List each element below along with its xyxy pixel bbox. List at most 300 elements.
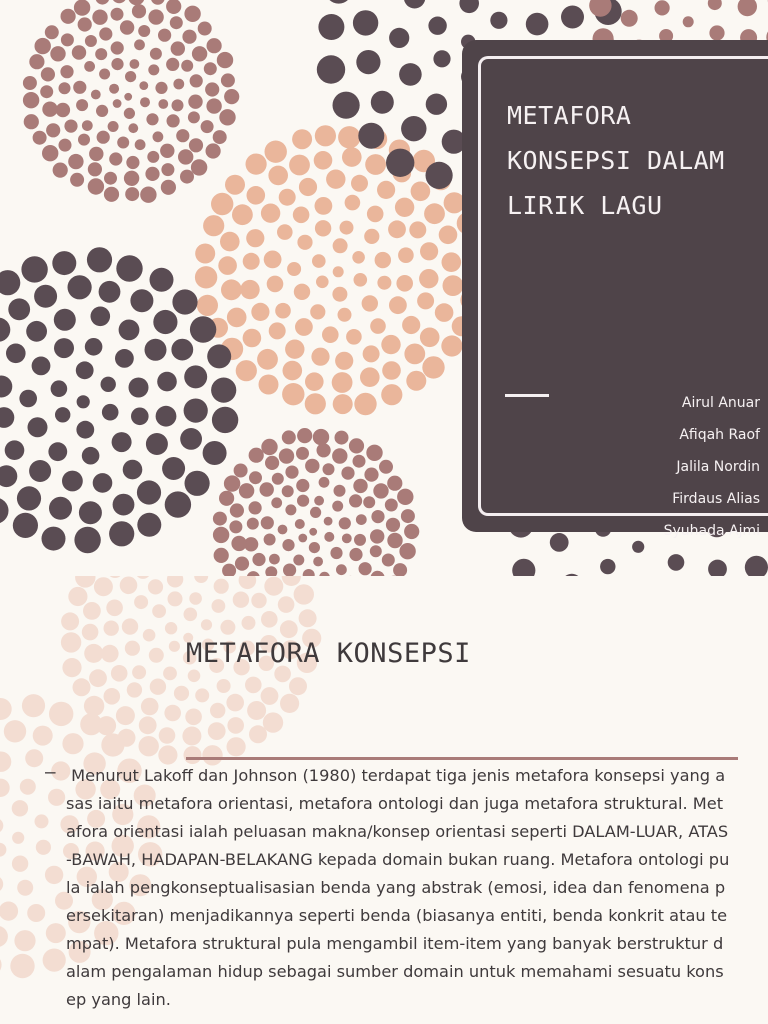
decor-dot [146,433,168,455]
decor-dot [135,576,150,579]
decor-dot [422,356,444,378]
decor-dot [221,279,242,300]
decor-dot [265,141,287,163]
decor-dot [156,406,177,427]
decor-dot [386,518,400,532]
decor-dot [158,29,171,42]
decor-dot [382,554,395,567]
decor-dot [443,275,464,296]
decor-dot [342,147,362,167]
decor-dot [261,687,279,705]
decor-dot [84,61,95,72]
decor-dot [211,378,236,403]
decor-dot [227,717,244,734]
decor-dot [419,269,438,288]
decor-dot [252,553,265,566]
decor-dot [87,247,112,272]
decor-dot [134,39,145,50]
decor-dot [227,737,246,756]
decor-dot [353,455,366,468]
decor-dot [137,480,161,504]
decor-dot [0,779,10,797]
decor-dot [332,448,347,463]
decor-dot [315,197,333,215]
decor-dot [152,604,166,618]
decor-dot [322,326,339,343]
decor-dot [303,569,315,576]
decor-dot [150,679,166,695]
decor-dot [89,147,103,161]
decor-dot [345,195,361,211]
decor-dot [165,491,191,517]
decor-dot [73,678,91,696]
decor-dot [76,99,88,111]
decor-dot [104,187,119,202]
decor-dot [0,752,11,772]
decor-dot [35,814,49,828]
decor-dot [120,577,138,595]
decor-dot [282,576,301,586]
decor-dot [25,749,43,767]
decor-dot [89,669,107,687]
decor-dot [119,320,140,341]
decor-dot [362,295,378,311]
decor-dot [393,563,407,576]
decor-dot [275,303,291,319]
decor-dot [0,318,10,342]
decor-dot [20,779,36,795]
decor-dot [138,25,150,37]
decor-dot [203,215,224,236]
decor-dot [249,448,264,463]
decor-dot [261,204,280,223]
decor-dot [159,727,176,744]
decor-dot [294,584,314,604]
decor-dot [324,517,333,526]
decor-dot [317,55,345,83]
decor-dot [332,372,353,393]
decor-dot [54,338,74,358]
decor-dot [373,483,388,498]
decor-dot [366,445,382,461]
decor-dot [326,170,345,189]
decor-dot [150,48,162,60]
decor-dot [398,247,414,263]
decor-dot [278,525,288,535]
decor-dot [185,709,202,726]
decor-dot [561,6,584,29]
decor-dot [294,284,310,300]
decor-dot [359,562,372,575]
decor-dot [655,0,670,15]
decor-dot [95,0,109,5]
decor-dot [377,181,395,199]
decor-dot [79,501,102,524]
author-name: Syuhada Ajmi [663,523,760,539]
decor-dot [335,431,349,445]
decor-dot [397,489,413,505]
decor-dot [148,9,163,24]
decor-dot [235,557,249,571]
decor-dot [70,173,84,187]
decor-dot [354,273,368,287]
decor-dot [160,144,174,158]
decor-dot [305,459,319,473]
decor-dot [354,393,376,415]
decor-dot [364,468,378,482]
decor-dot [194,576,208,583]
decor-dot [365,154,386,175]
decor-dot [356,514,367,525]
decor-dot [683,16,694,27]
decor-dot [251,303,269,321]
decor-dot [46,123,60,137]
decor-dot [354,534,366,546]
decor-dot [221,73,235,87]
decor-dot [239,576,257,589]
decor-dot [19,390,37,408]
decor-dot [310,507,321,518]
decor-dot [406,371,426,391]
decor-dot [395,198,414,217]
decor-dot [305,393,326,414]
decor-dot [370,545,382,557]
decor-dot [0,954,2,976]
decor-dot [83,602,101,620]
decor-dot [299,609,317,627]
decor-dot [269,554,280,565]
decor-dot [292,129,312,149]
decor-dot [401,509,415,523]
decor-dot [61,33,74,46]
decor-dot [99,281,121,303]
decor-dot [161,180,176,195]
decor-dot [147,151,159,163]
decor-dot [53,163,68,178]
decor-dot [224,475,240,491]
decor-dot [367,206,384,223]
decor-dot [74,0,90,16]
decor-dot [82,120,93,131]
decor-dot [195,266,217,288]
decor-dot [46,923,66,943]
author-name: Afiqah Raof [679,427,760,443]
decor-dot [409,221,426,238]
decor-dot [217,52,233,68]
decor-dot [64,120,77,133]
decor-dot [116,706,135,725]
decor-dot [166,58,179,71]
decor-dot [35,38,51,54]
decor-dot [212,407,238,433]
decor-dot [621,10,638,27]
decor-dot [188,111,200,123]
decor-dot [246,154,267,175]
decor-dot [339,517,351,529]
decor-dot [101,733,124,756]
decor-dot [325,0,352,4]
decor-dot [283,361,303,381]
decor-dot [41,67,55,81]
decor-dot [45,866,63,884]
decor-dot [282,539,294,551]
decor-dot [382,361,401,380]
decor-dot [124,93,132,101]
decor-dot [123,460,143,480]
decor-dot [101,645,119,663]
decor-dot [97,131,110,144]
decor-dot [234,464,248,478]
decor-dot [316,276,329,289]
decor-dot [68,154,83,169]
decor-dot [332,287,347,302]
decor-dot [349,438,364,453]
author-name: Airul Anuar [681,395,760,411]
decor-dot [426,162,453,189]
decor-dot [333,92,360,119]
decor-dot [277,224,293,240]
decor-dot [333,394,353,414]
decor-dot [389,28,409,48]
decor-dot [296,447,309,460]
decor-dot [351,175,368,192]
decor-dot [229,520,242,533]
decor-dot [80,713,102,735]
decor-dot [24,114,39,129]
decor-dot [88,162,102,176]
decor-dot [50,46,65,61]
decor-dot [247,701,266,720]
decor-dot [433,50,450,67]
decor-dot [550,533,569,552]
decor-dot [96,105,108,117]
decor-dot [137,513,161,537]
decor-dot [745,556,768,576]
decor-dot [22,694,45,717]
decor-dot [319,477,330,488]
decor-dot [332,501,343,512]
decor-dot [260,482,274,496]
decor-dot [353,10,378,35]
decor-dot [172,99,184,111]
decor-dot [371,510,384,523]
decor-dot [61,612,79,630]
decor-dot [42,527,66,551]
decor-dot [249,725,267,743]
decor-dot [0,270,20,295]
decor-dot [206,98,221,113]
decor-dot [48,789,65,806]
decor-dot [225,175,245,195]
decor-dot [401,116,426,141]
decor-dot [278,596,295,613]
deck-title: METAFORA KONSEPSI DALAM LIRIK LAGU [507,101,725,220]
decor-dot [165,622,177,634]
decor-dot [282,485,294,497]
decor-dot [377,276,391,290]
decor-dot [285,466,298,479]
decor-dot [128,0,144,5]
decor-dot [151,0,165,5]
decor-dot [236,360,257,381]
decor-dot [5,440,25,460]
decor-dot [101,377,116,392]
decor-dot [404,344,425,365]
decor-dot [272,473,284,485]
decor-dot [55,407,70,422]
decor-dot [364,229,379,244]
decor-dot [153,131,164,142]
decor-dot [126,156,139,169]
decor-dot [259,375,279,395]
decor-dot [261,611,278,628]
decor-dot [184,608,198,622]
decor-dot [12,832,24,844]
decor-dot [188,95,202,109]
decor-dot [84,644,103,663]
decor-dot [93,473,113,493]
decor-dot [201,619,212,630]
decor-dot [243,253,260,270]
decor-dot [184,6,200,22]
decor-dot [52,251,76,275]
decor-dot [26,321,47,342]
body-paragraph: Menurut Lakoff dan Johnson (1980) terdapat tiga jenis metafora konsepsi yang asas iaitu metafora orientasi, metafora ontologi dan juga metafora struktural. Metafora orientasi ialah peluasan makna/konsep orientasi seperti DALAM-LUAR, ATAS-BAWAH, HADAPAN-BELAKANG kepada domain bukan ruang. Metafora ontologi pula ialah pengkonseptualisasian benda yang abstrak (emosi, idea dan fenomena persekitaran) menjadikannya seperti benda (biasanya entiti, benda konkrit atau tempat). Metafora struktural pula mengambil item-item yang banyak berstruktur dalam pengalaman hidup sebagai sumber domain untuk memahami sesuatu konsep yang lain. [66,766,730,1009]
decor-dot [174,686,189,701]
decor-dot [111,58,123,70]
decor-dot [191,159,207,175]
decor-dot [363,496,375,508]
decor-dot [387,476,402,491]
section-title: METAFORA KONSEPSI [186,638,471,669]
decor-dot [263,712,283,732]
decor-dot [512,559,535,576]
decor-dot [198,22,212,36]
decor-dot [124,108,135,119]
decor-dot [379,460,393,474]
decor-dot [271,497,282,508]
decor-dot [600,559,615,574]
decor-dot [140,97,150,107]
decor-dot [388,220,406,238]
decor-dot [224,89,239,104]
decor-dot [182,30,196,44]
decor-dot [309,542,320,553]
decor-dot [441,335,462,356]
decor-dot [59,82,71,94]
decor-dot [0,407,14,428]
decor-dot [283,564,296,577]
decor-dot [264,251,282,269]
decor-dot [34,285,57,308]
decor-dot [8,298,30,320]
decor-dot [208,722,226,740]
decor-dot [424,203,445,224]
decor-dot [435,303,454,322]
decor-dot [76,421,94,439]
content-slide [0,576,768,1024]
decor-dot [217,679,231,693]
decor-dot [112,0,127,3]
decor-dot [75,576,95,588]
decor-dot [396,275,413,292]
decor-dot [336,564,347,575]
decor-dot [62,658,81,677]
decor-dot [111,41,124,54]
decor-dot [162,457,185,480]
decor-dot [334,485,346,497]
decor-dot [130,59,140,69]
decor-dot [333,238,348,253]
decor-dot [0,698,12,720]
decor-dot [230,503,244,517]
decor-dot [385,499,398,512]
decor-dot [99,69,110,80]
decor-dot [490,12,507,29]
decor-dot [708,560,727,576]
decor-dot [10,954,34,978]
decor-dot [115,349,134,368]
decor-dot [282,430,296,444]
decor-dot [32,357,51,376]
decor-dot [95,48,107,60]
decor-dot [134,595,148,609]
decor-dot [338,126,360,148]
decor-dot [222,564,236,576]
decor-dot [212,599,226,613]
decor-dot [48,442,67,461]
decor-dot [6,344,26,364]
decor-dot [140,187,156,203]
decor-dot [12,856,28,872]
decor-dot [738,0,757,16]
decor-dot [213,527,229,543]
decor-dot [124,171,139,186]
author-name: Jalila Nordin [676,459,760,475]
decor-dot [293,207,310,224]
decor-dot [296,479,309,492]
decor-dot [249,501,262,514]
decor-dot [340,221,354,235]
decor-dot [314,151,333,170]
decor-dot [139,736,159,756]
decor-dot [94,577,113,596]
author-list [664,392,760,552]
decor-dot [176,129,189,142]
decor-dot [349,494,362,507]
decor-dot [280,694,299,713]
decor-dot [184,399,208,423]
decor-dot [178,149,193,164]
decor-dot [62,733,83,754]
decor-dot [295,519,305,529]
decor-dot [211,193,233,215]
decor-dot [282,383,304,405]
decor-dot [42,102,57,117]
decor-dot [54,309,76,331]
decor-dot [125,71,136,82]
decor-dot [218,256,237,275]
decor-dot [49,702,73,726]
decor-dot [190,316,216,342]
decor-dot [269,322,286,339]
decor-dot [428,17,446,35]
decor-dot [42,145,58,161]
decor-dot [111,665,128,682]
decor-dot [297,428,312,443]
decor-dot [233,592,249,608]
decor-dot [116,255,142,281]
